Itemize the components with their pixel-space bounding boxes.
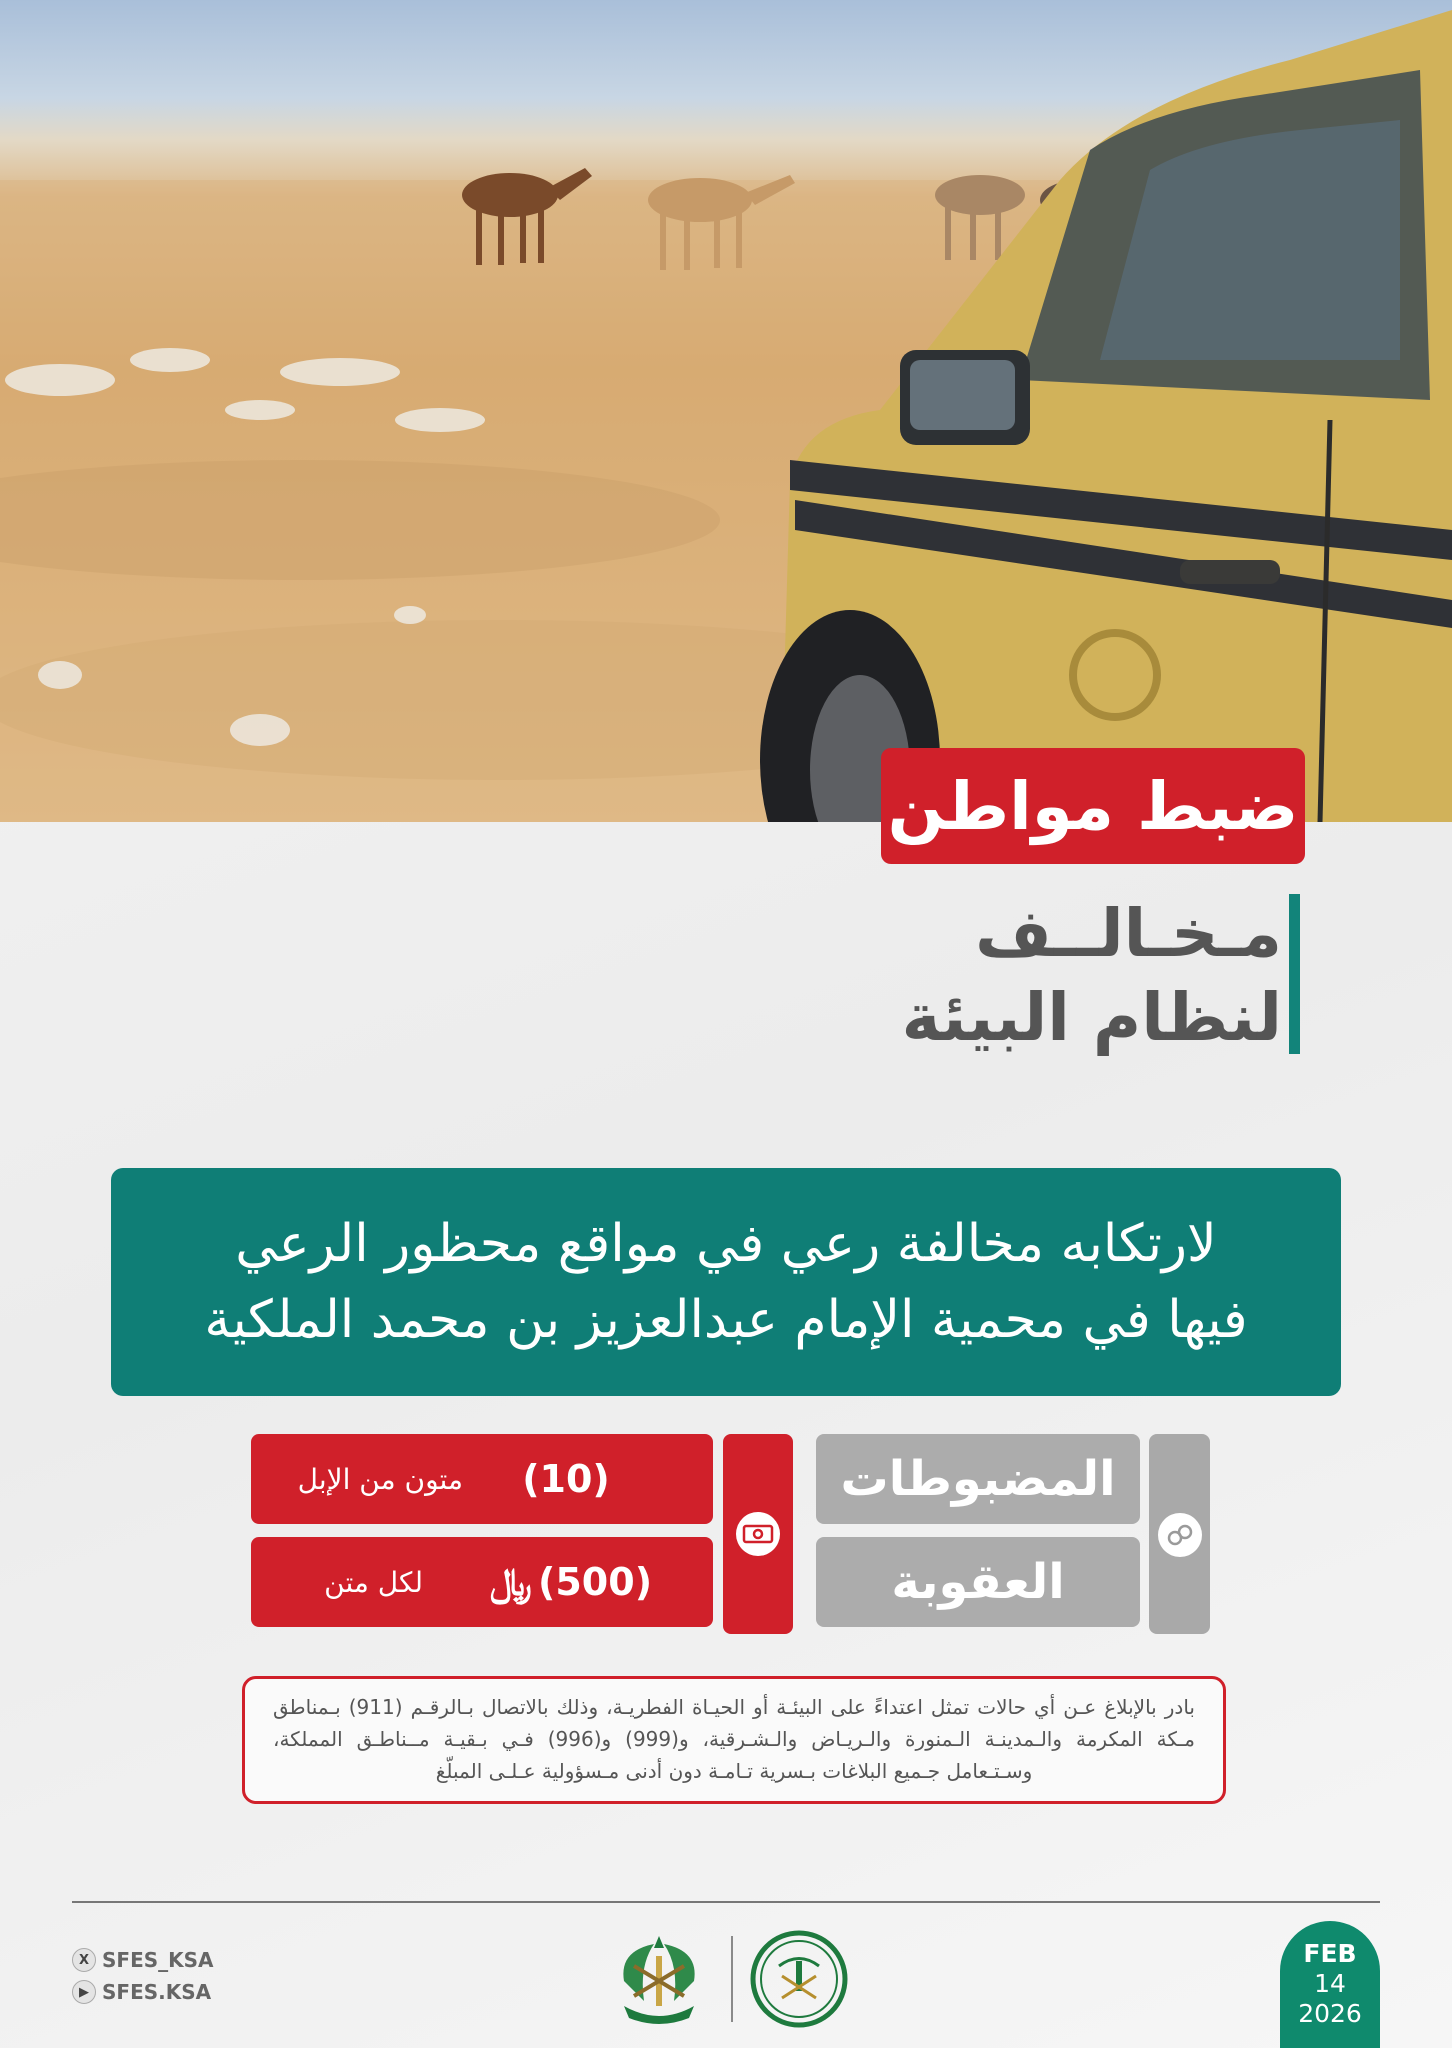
penalty-label: العقوبة [816,1537,1140,1627]
headline-subtitle [762,892,1282,1060]
seized-unit: متون من الإبل [297,1462,463,1496]
social-youtube-link[interactable] [72,1978,211,2006]
headline-title: ضبط مواطن [881,748,1305,864]
money-icon [736,1512,780,1556]
social-x-link[interactable] [72,1946,214,1974]
penalty-value-box [251,1537,713,1627]
report-instructions: بادر بالإبلاغ عـن أي حالات تمثل اعتداءً على البيئـة أو الحيـاة الفطريـة، وذلك بالاتصال بـالرقـم (911) بـمناطق مـكة المكرمة والـمدينـة الـمنورة والـريـاض والـشـرقية، و(999) و(996) فـي بـقيـة مــناطـق المملكة، وسـتـعامل جـميع البلاغات بـسرية تـامـة دون أدنى مـسؤولية عـلـى المبلّغ [242,1676,1226,1804]
x-icon: X [72,1948,96,1972]
subtitle-line-1: مـخـالــف [975,895,1282,972]
social-youtube-handle: SFES.KSA [102,1980,212,2004]
penalty-number: (500) [538,1560,653,1604]
subtitle-accent-bar [1289,894,1300,1054]
currency-symbol: ﷼ [489,1559,532,1604]
desert-scene [0,0,1452,822]
seized-label: المضبوطات [816,1434,1140,1524]
date-month: FEB [1303,1939,1357,1968]
seized-count: (10) [522,1457,610,1501]
ministry-logo [753,1933,845,2025]
labels-icon-column [1149,1434,1210,1634]
hero-photo [0,0,1452,822]
date-badge [1280,1921,1380,2048]
reason-line-1: لارتكابه مخالفة رعي في مواقع محظور الرعي [235,1214,1217,1274]
youtube-icon: ▶ [72,1980,96,2004]
handcuffs-icon [1158,1513,1202,1557]
reason-line-2: فيها في محمية الإمام عبدالعزيز بن محمد الملكية [204,1290,1248,1350]
social-x-handle: SFES_KSA [102,1948,214,1972]
date-year: 2026 [1298,1999,1362,2028]
seized-value-box [251,1434,713,1524]
emblem-logo [623,1936,694,2024]
subtitle-line-2: لنظام البيئة [901,979,1282,1056]
penalty-unit: لكل متن [324,1565,423,1599]
violation-reason-panel [111,1168,1341,1396]
date-day: 14 [1314,1969,1346,1998]
values-icon-column [723,1434,793,1634]
patrol-vehicle [760,10,1452,822]
footer-divider [72,1901,1380,1903]
penalty-amount [481,1537,661,1627]
footer-logos [604,1926,860,2032]
